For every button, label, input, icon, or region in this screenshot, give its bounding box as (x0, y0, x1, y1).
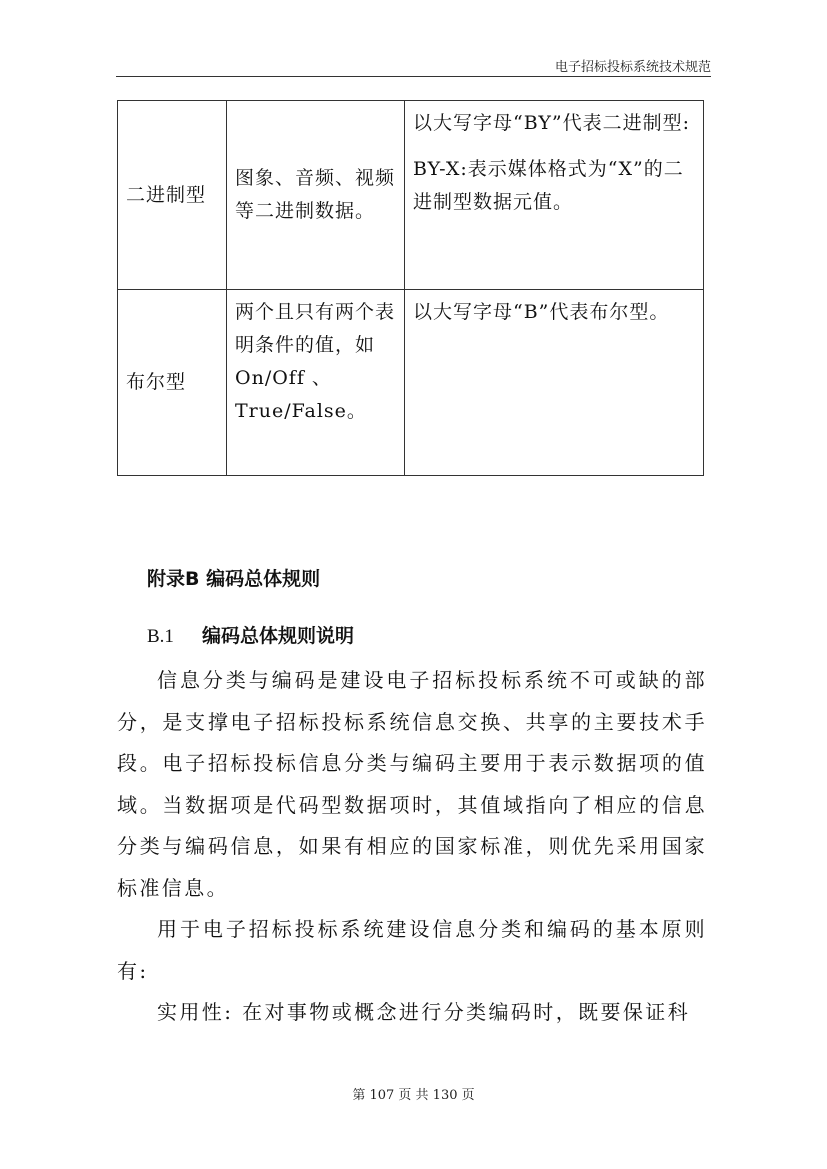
type-name-cell: 二进制型 (118, 101, 227, 290)
paragraph: 实用性: 在对事物或概念进行分类编码时，既要保证科 (157, 1000, 691, 1024)
type-rule-cell (405, 290, 704, 476)
body-text (117, 660, 707, 1034)
table-row (118, 290, 704, 476)
paragraph: 信息分类与编码是建设电子招标投标系统不可或缺的部分，是支撑电子招标投标系统信息交换、共享的主要技术手段。电子招标投标信息分类与编码主要用于表示数据项的值域。当数据项是代码型数据项时，其值域指向了相应的信息分类与编码信息，如果有相应的国家标准，则优先采用国家标准信息。 (117, 668, 707, 900)
type-description-cell: 图象、音频、视频等二进制数据。 (227, 101, 405, 290)
subsection-title: 编码总体规则说明 (201, 625, 354, 647)
data-type-table (117, 100, 704, 476)
subsection-heading (147, 621, 354, 648)
header-rule (116, 76, 711, 77)
subsection-number: B.1 (147, 626, 174, 647)
paragraph: 用于电子招标投标系统建设信息分类和编码的基本原则有: (117, 917, 707, 983)
rule-line: 以大写字母“B”代表布尔型。 (413, 301, 670, 323)
rule-line: 以大写字母“BY”代表二进制型: (413, 112, 691, 134)
type-rule-cell (405, 101, 704, 290)
type-name-cell: 布尔型 (118, 290, 227, 476)
running-header: 电子招标投标系统技术规范 (554, 60, 711, 75)
table-row (118, 101, 704, 290)
rule-line: BY-X:表示媒体格式为“X”的二进制型数据元值。 (413, 158, 684, 213)
type-description-cell: 两个且只有两个表明条件的值，如 On/Off 、True/False。 (227, 290, 405, 476)
section-title: 附录B 编码总体规则 (147, 568, 321, 590)
page-footer: 第 107 页 共 130 页 (352, 1088, 475, 1103)
